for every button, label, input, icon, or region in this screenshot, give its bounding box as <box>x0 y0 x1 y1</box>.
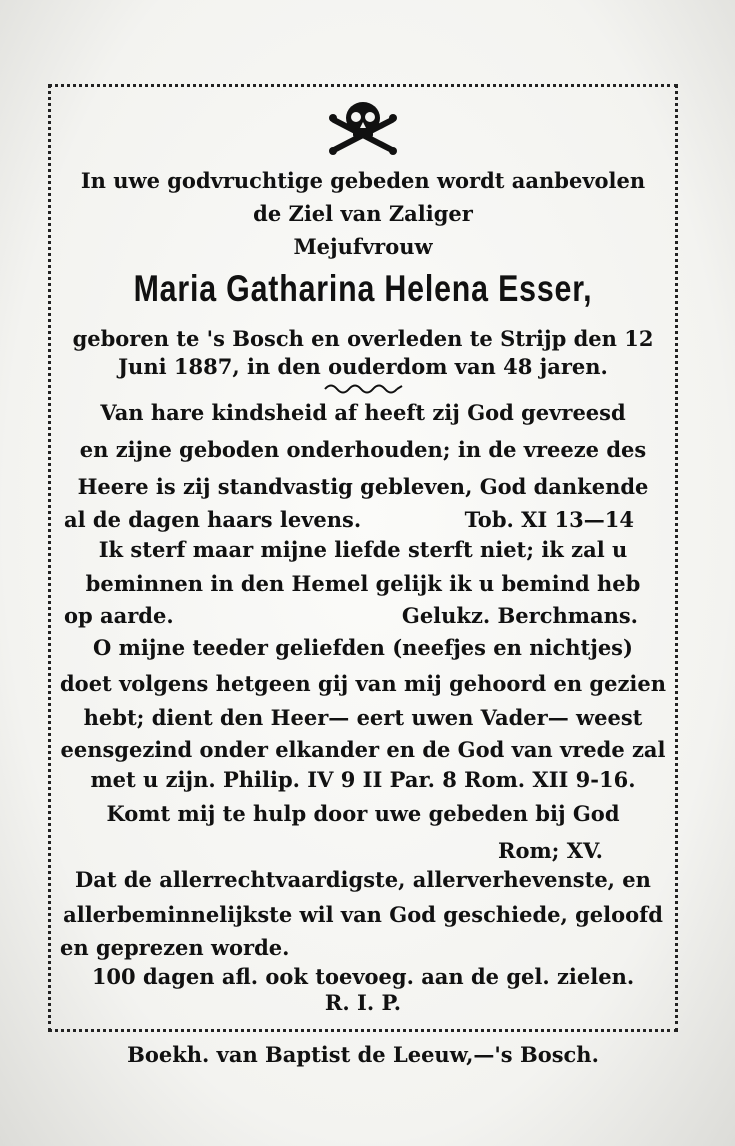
passage-5-line-3: en geprezen worde. <box>60 935 290 960</box>
passage-3-line-3: hebt; dient den Heer— eert uwen Vader— weest <box>83 705 643 730</box>
passage-1-line-3: Heere is zij standvastig gebleven, God dankende <box>77 474 649 499</box>
intro-line-3: Mejufvrouw <box>293 234 433 259</box>
intro-line-2: de Ziel van Zaliger <box>253 201 473 226</box>
passage-3-line-5: met u zijn. Philip. IV 9 II Par. 8 Rom. XII 9-16. <box>90 767 636 792</box>
passage-1-reference: Tob. XI 13—14 <box>464 507 634 532</box>
deceased-name: Maria Gatharina Helena Esser, <box>133 268 593 309</box>
passage-2-reference: Gelukz. Berchmans. <box>401 603 638 628</box>
passage-4-reference: Rom; XV. <box>498 838 603 863</box>
passage-3-line-2: doet volgens hetgeen gij van mij gehoord en gezien <box>60 671 666 696</box>
ornament-divider-icon <box>323 380 403 394</box>
passage-5-line-1: Dat de allerrechtvaardigste, allerverhevenste, en <box>75 867 651 892</box>
indulgence-line: 100 dagen afl. ook toevoeg. aan de gel. zielen. <box>91 964 635 989</box>
passage-3-line-1: O mijne teeder geliefden (neefjes en nichtjes) <box>93 635 633 660</box>
born-line: geboren te 's Bosch en overleden te Strijp den 12 <box>72 326 654 351</box>
passage-1-line-1: Van hare kindsheid af heeft zij God gevreesd <box>100 400 626 425</box>
passage-4-line-1: Komt mij te hulp door uwe gebeden bij God <box>106 801 620 826</box>
passage-2-line-2: beminnen in den Hemel gelijk ik u bemind heb <box>85 571 641 596</box>
passage-1-line-4 <box>64 507 656 533</box>
passage-2-line-3-text: op aarde. <box>64 603 174 628</box>
passage-2-line-1: Ik sterf maar mijne liefde sterft niet; ik zal u <box>98 537 628 562</box>
intro-line-1: In uwe godvruchtige gebeden wordt aanbevolen <box>80 168 646 193</box>
passage-1-line-2: en zijne geboden onderhouden; in de vreeze des <box>79 437 647 462</box>
died-line: Juni 1887, in den ouderdom van 48 jaren. <box>118 354 608 379</box>
skull-and-crossbones-icon <box>328 98 398 156</box>
rip-line: R. I. P. <box>324 990 402 1015</box>
passage-2-line-3 <box>64 603 656 629</box>
passage-1-line-4-text: al de dagen haars levens. <box>64 507 362 532</box>
printer-credit: Boekh. van Baptist de Leeuw,—'s Bosch. <box>127 1042 599 1067</box>
passage-3-line-4: eensgezind onder elkander en de God van vrede zal <box>60 737 666 762</box>
passage-5-line-2: allerbeminnelijkste wil van God geschiede, geloofd <box>63 902 663 927</box>
